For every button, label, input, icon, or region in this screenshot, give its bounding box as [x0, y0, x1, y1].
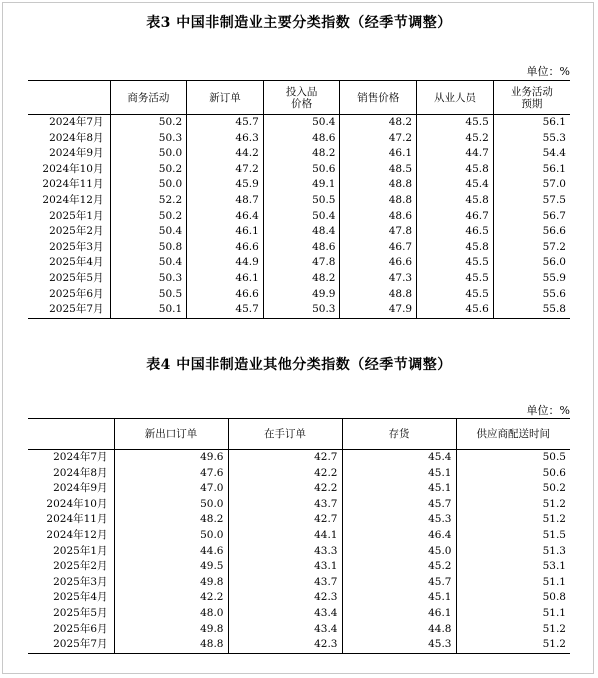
table-cell: 45.4 — [417, 177, 494, 193]
table-row — [28, 606, 570, 622]
table-cell: 44.6 — [114, 544, 228, 560]
row-period: 2024年8月 — [49, 131, 104, 144]
table-row — [28, 559, 570, 575]
table-cell: 45.8 — [417, 193, 494, 209]
table-cell: 48.5 — [340, 162, 417, 178]
table3-header-cell: 从业人员 — [417, 81, 494, 115]
table-cell: 44.8 — [342, 622, 456, 638]
table-cell: 45.2 — [342, 559, 456, 575]
table-cell: 42.7 — [228, 512, 342, 528]
table-row — [28, 466, 570, 482]
table-row — [28, 146, 570, 162]
table-row — [28, 302, 570, 318]
table-cell: 48.2 — [340, 115, 417, 131]
row-period: 2025年5月 — [53, 606, 108, 619]
table-cell: 45.5 — [417, 255, 494, 271]
table-cell: 47.2 — [187, 162, 264, 178]
table-cell: 47.0 — [114, 481, 228, 497]
row-period: 2025年4月 — [53, 591, 108, 604]
table-row — [28, 287, 570, 303]
table-cell: 51.2 — [456, 512, 570, 528]
table-row — [28, 544, 570, 560]
table-cell: 51.3 — [456, 544, 570, 560]
table-cell: 46.6 — [340, 255, 417, 271]
table-cell: 43.7 — [228, 575, 342, 591]
table-cell: 48.8 — [340, 177, 417, 193]
table-row — [28, 162, 570, 178]
table-cell: 49.8 — [114, 622, 228, 638]
table3-unit: 单位：% — [526, 65, 570, 78]
table-cell: 55.6 — [493, 287, 570, 303]
row-period: 2025年3月 — [49, 240, 104, 253]
row-period: 2024年7月 — [53, 451, 108, 463]
row-period: 2024年12月 — [46, 528, 108, 541]
table-cell: 48.2 — [263, 271, 340, 287]
table-cell: 47.9 — [340, 302, 417, 318]
row-period: 2025年1月 — [53, 544, 108, 557]
row-period: 2025年2月 — [49, 225, 104, 238]
table-cell: 48.4 — [263, 224, 340, 240]
table-cell: 50.5 — [263, 193, 340, 209]
table-cell: 48.6 — [340, 209, 417, 225]
table-row — [28, 450, 570, 466]
table-cell: 51.5 — [456, 528, 570, 544]
table-cell: 51.2 — [456, 497, 570, 513]
table-row — [28, 177, 570, 193]
table-row — [28, 115, 570, 131]
table-cell: 50.4 — [110, 224, 187, 240]
row-period: 2024年10月 — [46, 497, 108, 510]
table-row — [28, 637, 570, 653]
table-cell: 50.4 — [263, 115, 340, 131]
table3-header-cell: 商务活动 — [110, 81, 187, 115]
table3-header-cell: 销售价格 — [340, 81, 417, 115]
table-cell: 49.8 — [114, 575, 228, 591]
table-cell: 46.7 — [417, 209, 494, 225]
table4-header-cell: 在手订单 — [228, 419, 342, 450]
table-cell: 56.1 — [493, 162, 570, 178]
table-row — [28, 575, 570, 591]
table-row — [28, 481, 570, 497]
table-cell: 50.4 — [263, 209, 340, 225]
table-row — [28, 528, 570, 544]
row-period: 2025年2月 — [53, 560, 108, 573]
row-period: 2025年5月 — [49, 271, 104, 284]
table-cell: 48.8 — [340, 193, 417, 209]
table-cell: 46.4 — [187, 209, 264, 225]
table-cell: 49.5 — [114, 559, 228, 575]
table3-body — [28, 115, 570, 319]
table-cell: 47.2 — [340, 131, 417, 147]
table-row — [28, 590, 570, 606]
table-cell: 48.2 — [114, 512, 228, 528]
table-cell: 50.5 — [456, 450, 570, 466]
table4-unit: 单位：% — [526, 404, 570, 417]
table-cell: 50.2 — [110, 162, 187, 178]
table-cell: 56.7 — [493, 209, 570, 225]
table-row — [28, 131, 570, 147]
table-cell: 45.5 — [417, 115, 494, 131]
table-cell: 50.0 — [114, 497, 228, 513]
table-cell: 46.5 — [417, 224, 494, 240]
table-row — [28, 512, 570, 528]
table-cell: 50.3 — [110, 131, 187, 147]
row-period: 2024年10月 — [42, 162, 104, 175]
table-cell: 43.4 — [228, 606, 342, 622]
table-cell: 57.5 — [493, 193, 570, 209]
table-cell: 46.1 — [187, 224, 264, 240]
table-cell: 51.1 — [456, 575, 570, 591]
table-row — [28, 271, 570, 287]
table-row — [28, 224, 570, 240]
table-cell: 43.4 — [228, 622, 342, 638]
table-cell: 49.1 — [263, 177, 340, 193]
table-row — [28, 193, 570, 209]
table-cell: 43.1 — [228, 559, 342, 575]
table-cell: 47.3 — [340, 271, 417, 287]
table-row — [28, 497, 570, 513]
table3-header-cell: 业务活动 预期 — [493, 81, 570, 115]
table-cell: 51.2 — [456, 637, 570, 653]
table-cell: 50.0 — [114, 528, 228, 544]
table-cell: 43.7 — [228, 497, 342, 513]
table-cell: 45.5 — [417, 271, 494, 287]
row-period: 2024年8月 — [53, 466, 108, 479]
table-cell: 42.7 — [228, 450, 342, 466]
table-cell: 43.3 — [228, 544, 342, 560]
table-cell: 50.3 — [110, 271, 187, 287]
table-cell: 42.2 — [228, 481, 342, 497]
table-cell: 50.3 — [263, 302, 340, 318]
table-cell: 42.2 — [114, 590, 228, 606]
table-cell: 46.4 — [342, 528, 456, 544]
table-cell: 50.6 — [456, 466, 570, 482]
table-cell: 57.2 — [493, 240, 570, 256]
table-cell: 48.7 — [187, 193, 264, 209]
table-cell: 45.3 — [342, 512, 456, 528]
table-cell: 50.0 — [110, 146, 187, 162]
table3-header-row — [28, 81, 570, 115]
row-period: 2024年9月 — [53, 482, 108, 495]
table-cell: 45.5 — [417, 287, 494, 303]
table-cell: 45.8 — [417, 240, 494, 256]
table3-title: 表3 中国非制造业主要分类指数（经季节调整） — [146, 15, 452, 31]
table-cell: 45.8 — [417, 162, 494, 178]
table-cell: 56.0 — [493, 255, 570, 271]
table-cell: 50.8 — [456, 590, 570, 606]
table4-title: 表4 中国非制造业其他分类指数（经季节调整） — [146, 357, 452, 373]
table-cell: 45.7 — [187, 115, 264, 131]
table-cell: 44.9 — [187, 255, 264, 271]
table-cell: 54.4 — [493, 146, 570, 162]
table-cell: 45.6 — [417, 302, 494, 318]
row-period: 2025年3月 — [53, 575, 108, 588]
table-row — [28, 209, 570, 225]
table4 — [28, 418, 570, 654]
table-cell: 52.2 — [110, 193, 187, 209]
table-cell: 44.1 — [228, 528, 342, 544]
table-row — [28, 240, 570, 256]
table-cell: 56.6 — [493, 224, 570, 240]
table-cell: 47.6 — [114, 466, 228, 482]
table-cell: 55.3 — [493, 131, 570, 147]
table-cell: 50.5 — [110, 287, 187, 303]
table-cell: 45.7 — [342, 575, 456, 591]
table-row — [28, 622, 570, 638]
table-cell: 42.3 — [228, 590, 342, 606]
row-period: 2024年11月 — [42, 178, 104, 191]
table-cell: 50.8 — [110, 240, 187, 256]
table-cell: 50.4 — [110, 255, 187, 271]
table-cell: 45.9 — [187, 177, 264, 193]
table-cell: 46.1 — [342, 606, 456, 622]
table-cell: 45.0 — [342, 544, 456, 560]
table-row — [28, 255, 570, 271]
table4-header-cell: 存货 — [342, 419, 456, 450]
table-cell: 57.0 — [493, 177, 570, 193]
table-cell: 44.2 — [187, 146, 264, 162]
table-cell: 45.3 — [342, 637, 456, 653]
table-cell: 46.6 — [187, 287, 264, 303]
table-cell: 44.7 — [417, 146, 494, 162]
table-cell: 46.1 — [187, 271, 264, 287]
row-period: 2025年4月 — [49, 256, 104, 269]
table-cell: 46.6 — [187, 240, 264, 256]
table-cell: 47.8 — [340, 224, 417, 240]
table3 — [28, 80, 570, 319]
table-cell: 50.2 — [110, 115, 187, 131]
row-period: 2024年7月 — [49, 116, 104, 128]
row-period: 2025年6月 — [49, 287, 104, 300]
table4-header-cell — [28, 419, 114, 450]
table-cell: 51.1 — [456, 606, 570, 622]
table3-header-cell — [28, 81, 110, 115]
table-cell: 47.8 — [263, 255, 340, 271]
table-cell: 46.3 — [187, 131, 264, 147]
table-cell: 50.6 — [263, 162, 340, 178]
table-cell: 42.2 — [228, 466, 342, 482]
table-cell: 49.9 — [263, 287, 340, 303]
table-cell: 45.1 — [342, 481, 456, 497]
table4-header-cell: 供应商配送时间 — [456, 419, 570, 450]
table-cell: 53.1 — [456, 559, 570, 575]
table-cell: 45.1 — [342, 466, 456, 482]
table4-body — [28, 450, 570, 654]
row-period: 2025年6月 — [53, 622, 108, 635]
table-cell: 48.6 — [263, 240, 340, 256]
table-cell: 48.8 — [114, 637, 228, 653]
table3-header-cell: 投入品 价格 — [263, 81, 340, 115]
table-cell: 45.1 — [342, 590, 456, 606]
table-cell: 55.8 — [493, 302, 570, 318]
table-cell: 46.7 — [340, 240, 417, 256]
table-cell: 45.2 — [417, 131, 494, 147]
table-cell: 50.0 — [110, 177, 187, 193]
row-period: 2024年11月 — [46, 513, 108, 526]
table-cell: 50.1 — [110, 302, 187, 318]
table-cell: 50.2 — [110, 209, 187, 225]
table-cell: 55.9 — [493, 271, 570, 287]
table-cell: 51.2 — [456, 622, 570, 638]
row-period: 2024年9月 — [49, 147, 104, 160]
table-cell: 48.0 — [114, 606, 228, 622]
table-cell: 45.4 — [342, 450, 456, 466]
row-period: 2025年7月 — [28, 302, 110, 318]
table-cell: 48.6 — [263, 131, 340, 147]
table-cell: 46.1 — [340, 146, 417, 162]
table-cell: 56.1 — [493, 115, 570, 131]
table-cell: 45.7 — [187, 302, 264, 318]
row-period: 2025年1月 — [49, 209, 104, 222]
table-cell: 48.8 — [340, 287, 417, 303]
table4-header-row — [28, 419, 570, 450]
table3-header-cell: 新订单 — [187, 81, 264, 115]
table-cell: 48.2 — [263, 146, 340, 162]
table-cell: 49.6 — [114, 450, 228, 466]
row-period: 2024年12月 — [42, 193, 104, 206]
row-period: 2025年7月 — [28, 637, 114, 653]
table-cell: 42.3 — [228, 637, 342, 653]
table-cell: 50.2 — [456, 481, 570, 497]
table-cell: 45.7 — [342, 497, 456, 513]
table4-header-cell: 新出口订单 — [114, 419, 228, 450]
